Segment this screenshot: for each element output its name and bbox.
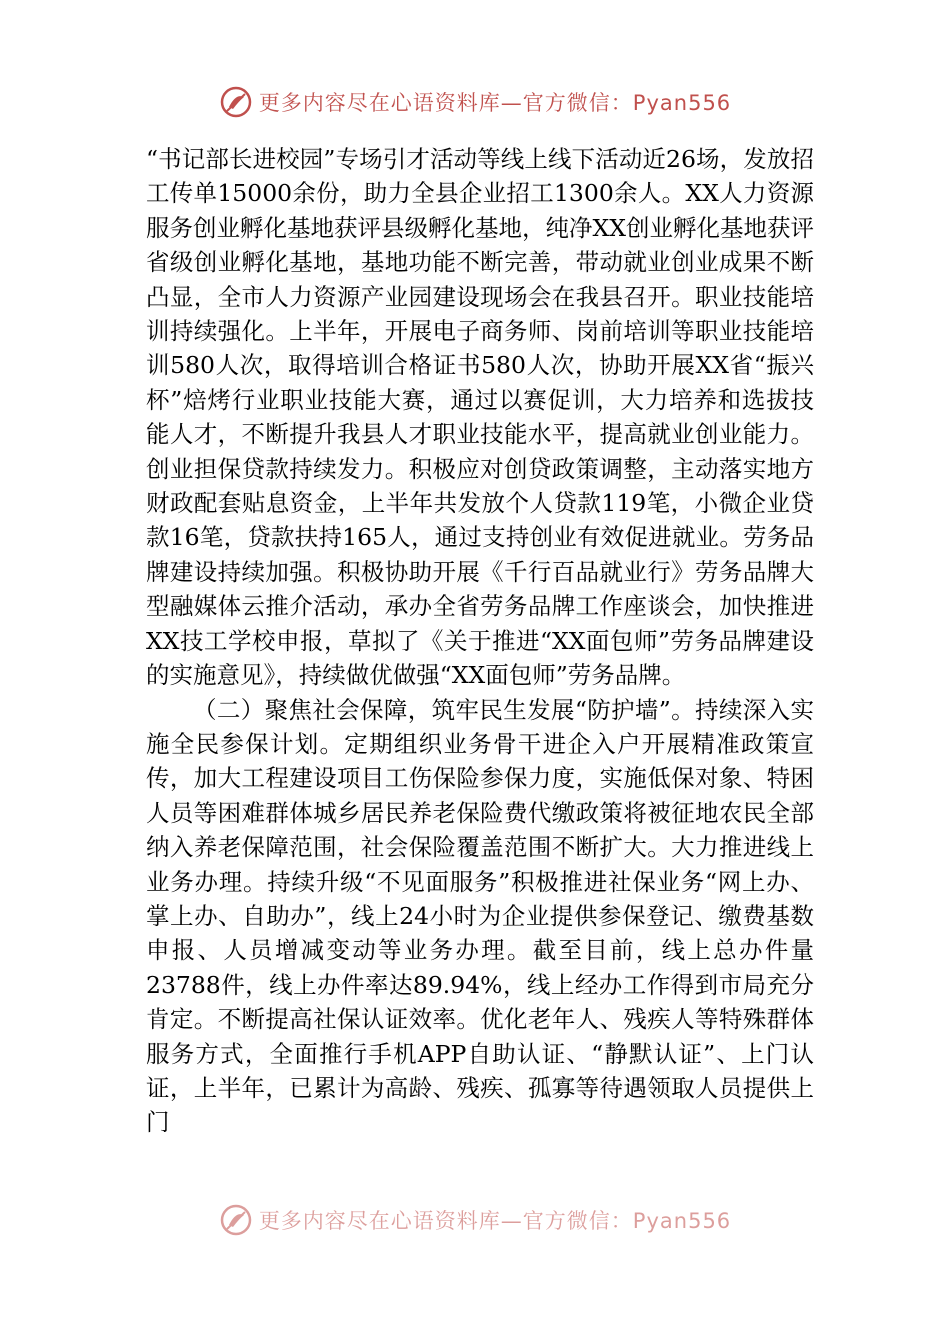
watermark-text: 更多内容尽在心语资料库—官方微信：Pyan556 xyxy=(258,1209,732,1233)
watermark-text: 更多内容尽在心语资料库—官方微信：Pyan556 xyxy=(258,91,732,115)
paragraph: “书记部长进校园”专场引才活动等线上线下活动近26场，发放招工传单15000余份，助力全县企业招工1300余人。XX人力资源服务创业孵化基地获评县级孵化基地，纯净XX创业孵化基地获评省级创业孵化基地，基地功能不断完善，带动就业创业成果不断凸显，全市人力资源产业园建设现场会在我县召开。职业技能培训持续强化。上半年，开展电子商务师、岗前培训等职业技能培训580人次，取得培训合格证书580人次，协助开展XX省“振兴杯”焙烤行业职业技能大赛，通过以赛促训，大力培养和选拔技能人才，不断提升我县人才职业技能水平，提高就业创业能力。创业担保贷款持续发力。积极应对创贷政策调整，主动落实地方财政配套贴息资金，上半年共发放个人贷款119笔，小微企业贷款16笔，贷款扶持165人，通过支持创业有效促进就业。劳务品牌建设持续加强。积极协助开展《千行百品就业行》劳务品牌大型融媒体云推介活动，承办全省劳务品牌工作座谈会，加快推进XX技工学校申报，草拟了《关于推进“XX面包师”劳务品牌建设的实施意见》，持续做优做强“XX面包师”劳务品牌。 xyxy=(146,145,814,690)
watermark-header xyxy=(0,80,950,124)
document-body xyxy=(146,142,814,1140)
book-logo-icon xyxy=(219,85,253,119)
paragraph: （二）聚焦社会保障，筑牢民生发展“防护墙”。持续深入实施全民参保计划。定期组织业务骨干进企入户开展精准政策宣传，加大工程建设项目工伤保险参保力度，实施低保对象、特困人员等困难群体城乡居民养老保险费代缴政策将被征地农民全部纳入养老保障范围，社会保险覆盖范围不断扩大。大力推进线上业务办理。持续升级“不见面服务”积极推进社保业务“网上办、掌上办、自助办”，线上24小时为企业提供参保登记、缴费基数申报、人员增减变动等业务办理。截至目前，线上总办件量23788件，线上办件率达89.94%，线上经办工作得到市局充分肯定。不断提高社保认证效率。优化老年人、残疾人等特殊群体服务方式，全面推行手机APP自助认证、“静默认证”、上门认证，上半年，已累计为高龄、残疾、孤寡等待遇领取人员提供上门 xyxy=(146,695,814,1137)
book-logo-icon xyxy=(219,1203,253,1237)
watermark-footer xyxy=(0,1198,950,1242)
